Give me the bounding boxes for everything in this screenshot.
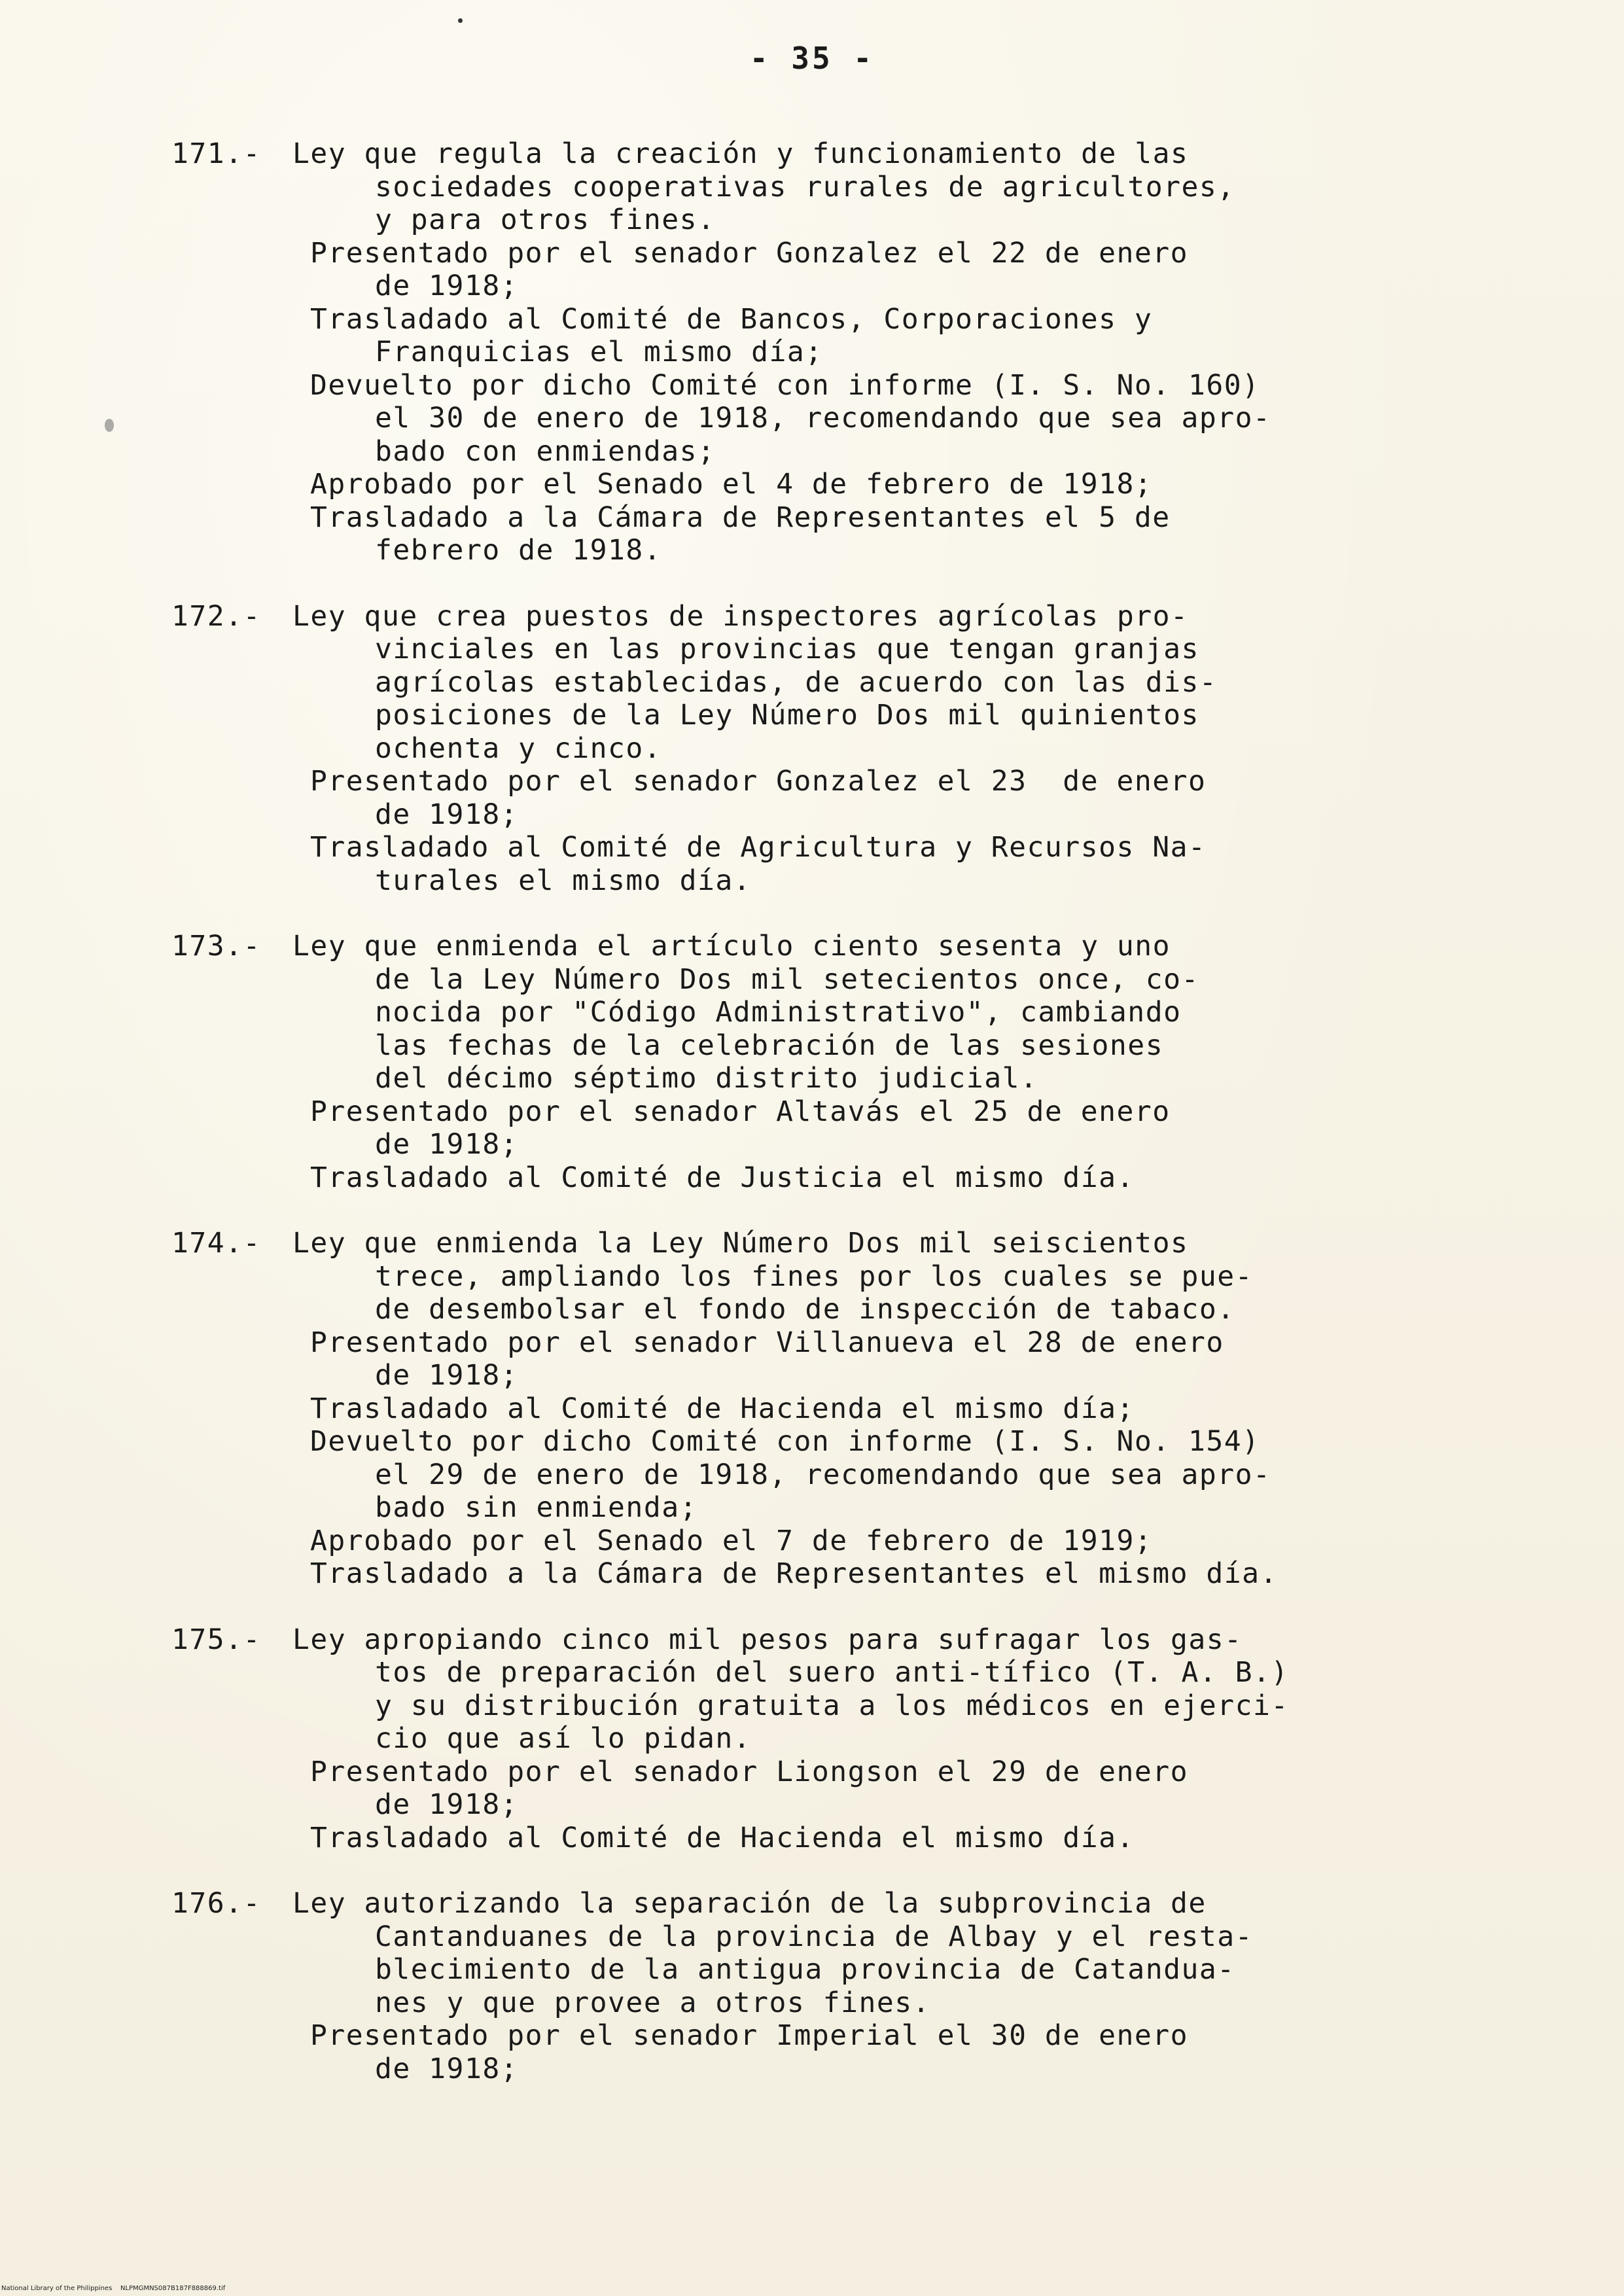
paper-speck xyxy=(105,419,114,432)
bill-title-line xyxy=(171,171,1480,204)
bill-title-text: agrícolas establecidas, de acuerdo con las dis- xyxy=(375,665,1218,699)
bill-title-text: del décimo séptimo distrito judicial. xyxy=(375,1062,1038,1095)
action-line: Trasladado al Comité de Agricultura y Recursos Na- xyxy=(310,831,1207,864)
bill-title-text: Ley que enmienda la Ley Número Dos mil seiscientos xyxy=(292,1227,1189,1260)
action-continuation-line: de 1918; xyxy=(375,270,519,302)
bill-title-text: y para otros fines. xyxy=(375,203,716,236)
bill-number: 175.- xyxy=(171,1623,261,1656)
bill-title-line xyxy=(171,203,1480,237)
bill-title-line xyxy=(171,666,1480,699)
action-continuation-line: de 1918; xyxy=(375,2052,519,2085)
bill-number: 176.- xyxy=(171,1887,261,1920)
bill-number: 171.- xyxy=(171,137,261,170)
bill-entry xyxy=(171,137,1480,567)
action-line: Trasladado a la Cámara de Representantes el 5 de xyxy=(310,501,1171,534)
bill-title-first-line xyxy=(171,1227,1480,1260)
bill-title-line xyxy=(171,996,1480,1029)
action-continuation-line: de 1918; xyxy=(375,1128,519,1161)
bill-title-line xyxy=(171,1029,1480,1063)
action-continuation-line: febrero de 1918. xyxy=(375,534,662,567)
action-line: Presentado por el senador Gonzalez el 22 de enero xyxy=(310,236,1189,270)
bill-title-line xyxy=(171,1920,1480,1954)
action-continuation-line: bado sin enmienda; xyxy=(375,1491,697,1524)
bill-title-text: cio que así lo pidan. xyxy=(375,1722,752,1755)
bill-entries-list xyxy=(171,137,1480,2118)
bill-title-text: Cantanduanes de la provincia de Albay y el resta- xyxy=(375,1920,1254,1953)
bill-entry xyxy=(171,1227,1480,1591)
bill-title-text: y su distribución gratuita a los médicos en ejerci- xyxy=(375,1689,1289,1722)
action-line: Presentado por el senador Altavás el 25 de enero xyxy=(310,1095,1171,1128)
action-continuation-line: de 1918; xyxy=(375,1788,519,1821)
bill-title-text: Ley que regula la creación y funcionamiento de las xyxy=(292,137,1189,170)
action-continuation-line: el 29 de enero de 1918, recomendando que sea apro- xyxy=(375,1458,1271,1491)
bill-entry xyxy=(171,600,1480,898)
bill-entry xyxy=(171,1623,1480,1855)
bill-number: 172.- xyxy=(171,599,261,633)
bill-title-line xyxy=(171,699,1480,732)
action-line: Aprobado por el Senado el 4 de febrero de 1918; xyxy=(310,468,1153,501)
bill-title-line xyxy=(171,1689,1480,1723)
bill-title-first-line xyxy=(171,600,1480,633)
action-line: Presentado por el senador Gonzalez el 23 de enero xyxy=(310,765,1207,798)
bill-number: 173.- xyxy=(171,930,261,963)
archive-footer: National Library of the Philippines NLPMGMNS087B187F888869.tif xyxy=(1,2285,226,2292)
bill-title-line xyxy=(171,1062,1480,1095)
action-line: Trasladado al Comité de Bancos, Corporaciones y xyxy=(310,302,1153,336)
bill-title-first-line xyxy=(171,1623,1480,1657)
bill-title-text: nocida por "Código Administrativo", cambiando xyxy=(375,996,1182,1029)
bill-title-text: Ley que crea puestos de inspectores agrícolas pro- xyxy=(292,599,1189,633)
action-continuation-line: Franquicias el mismo día; xyxy=(375,336,823,368)
bill-number: 174.- xyxy=(171,1227,261,1260)
action-continuation-line: turales el mismo día. xyxy=(375,864,752,897)
bill-entry xyxy=(171,930,1480,1194)
bill-title-text: posiciones de la Ley Número Dos mil quinientos xyxy=(375,699,1199,732)
bill-title-first-line xyxy=(171,930,1480,963)
bill-title-line xyxy=(171,1656,1480,1689)
bill-entry xyxy=(171,1887,1480,2085)
action-line: Trasladado al Comité de Justicia el mismo día. xyxy=(310,1161,1135,1194)
bill-title-line xyxy=(171,1260,1480,1294)
bill-title-line xyxy=(171,963,1480,997)
action-line: Presentado por el senador Liongson el 29 de enero xyxy=(310,1755,1189,1788)
bill-title-text: nes y que provee a otros fines. xyxy=(375,1986,931,2019)
bill-title-line xyxy=(171,1293,1480,1326)
bill-title-line xyxy=(171,1722,1480,1756)
action-line: Presentado por el senador Villanueva el 28 de enero xyxy=(310,1326,1224,1359)
bill-title-text: ochenta y cinco. xyxy=(375,732,662,765)
bill-title-text: de desembolsar el fondo de inspección de tabaco. xyxy=(375,1293,1235,1326)
page-number: - 35 - xyxy=(749,41,875,76)
bill-title-line xyxy=(171,633,1480,666)
bill-title-text: Ley autorizando la separación de la subprovincia de xyxy=(292,1887,1207,1920)
bill-title-text: Ley apropiando cinco mil pesos para sufragar los gas- xyxy=(292,1623,1243,1656)
action-line: Aprobado por el Senado el 7 de febrero de 1919; xyxy=(310,1524,1153,1557)
bill-title-text: blecimiento de la antigua provincia de Catandua- xyxy=(375,1953,1235,1986)
bill-title-line xyxy=(171,1953,1480,1987)
bill-title-text: tos de preparación del suero anti-tífico (T. A. B.) xyxy=(375,1656,1289,1689)
bill-title-line xyxy=(171,732,1480,766)
bill-title-text: las fechas de la celebración de las sesiones xyxy=(375,1029,1164,1062)
bill-title-text: Ley que enmienda el artículo ciento sesenta y uno xyxy=(292,930,1171,963)
action-continuation-line: bado con enmiendas; xyxy=(375,434,716,468)
bill-title-text: vinciales en las provincias que tengan granjas xyxy=(375,633,1199,665)
bill-title-text: sociedades cooperativas rurales de agricultores, xyxy=(375,170,1235,203)
action-continuation-line: el 30 de enero de 1918, recomendando que sea apro- xyxy=(375,402,1271,434)
action-line: Presentado por el senador Imperial el 30 de enero xyxy=(310,2019,1189,2052)
bill-title-text: de la Ley Número Dos mil setecientos once, co- xyxy=(375,963,1199,996)
action-line: Trasladado al Comité de Hacienda el mismo día. xyxy=(310,1821,1135,1854)
action-continuation-line: de 1918; xyxy=(375,798,519,831)
bill-title-line xyxy=(171,1987,1480,2020)
bill-title-first-line xyxy=(171,137,1480,171)
action-line: Devuelto por dicho Comité con informe (I. S. No. 160) xyxy=(310,368,1260,402)
bill-title-text: trece, ampliando los fines por los cuales se pue- xyxy=(375,1260,1254,1293)
bill-title-first-line xyxy=(171,1887,1480,1920)
action-line: Devuelto por dicho Comité con informe (I. S. No. 154) xyxy=(310,1425,1260,1458)
action-line: Trasladado al Comité de Hacienda el mismo día; xyxy=(310,1392,1135,1425)
ink-dot xyxy=(458,18,463,23)
action-line: Trasladado a la Cámara de Representantes el mismo día. xyxy=(310,1557,1278,1590)
action-continuation-line: de 1918; xyxy=(375,1359,519,1392)
